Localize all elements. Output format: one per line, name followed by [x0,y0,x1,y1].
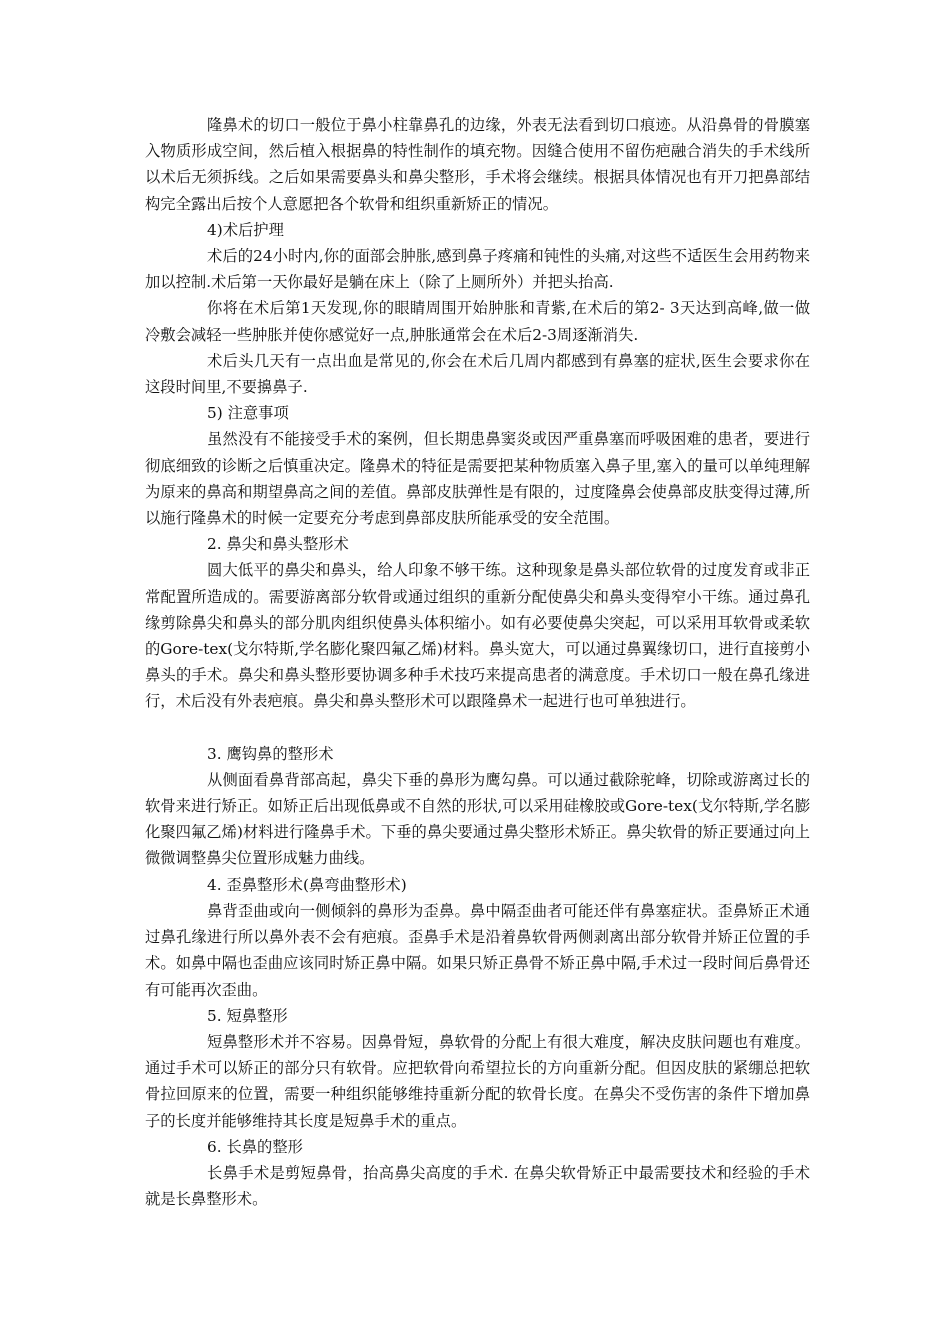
paragraph-incision: 隆鼻术的切口一般位于鼻小柱靠鼻孔的边缘，外表无法看到切口痕迹。从沿鼻骨的骨膜塞入物质形成空间，然后植入根据鼻的特性制作的填充物。因缝合使用不留伤疤融合消失的手术线所以术后无须拆线。之后如果需要鼻头和鼻尖整形，手术将会继续。根据具体情况也有开刀把鼻部结构完全露出后按个人意愿把各个软骨和组织重新矫正的情况。 [145,116,810,213]
paragraph-crooked-nose: 鼻背歪曲或向一侧倾斜的鼻形为歪鼻。鼻中隔歪曲者可能还伴有鼻塞症状。歪鼻矫正术通过鼻孔缘进行所以鼻外表不会有疤痕。歪鼻手术是沿着鼻软骨两侧剥离出部分软骨并矫正位置的手术。如鼻中隔也歪曲应该同时矫正鼻中隔。如果只矫正鼻骨不矫正鼻中隔,手术过一段时间后鼻骨还有可能再次歪曲。 [145,901,810,999]
paragraph-notes: 虽然没有不能接受手术的案例，但长期患鼻窦炎或因严重鼻塞而呼吸困难的患者，要进行彻底细致的诊断之后慎重决定。隆鼻术的特征是需要把某种物质塞入鼻子里,塞入的量可以单纯理解为原来的鼻高和期望鼻高之间的差值。鼻部皮肤弹性是有限的，过度隆鼻会使鼻部皮肤变得过薄,所以施行隆鼻术的时候一定要充分考虑到鼻部皮肤所能承受的安全范围。 [145,430,810,528]
heading-short-nose: 5. 短鼻整形 [207,1006,288,1025]
paragraph-postop-24h: 术后的24小时内,你的面部会肿胀,感到鼻子疼痛和钝性的头痛,对这些不适医生会用药物来加以控制.术后第一天你最好是躺在床上（除了上厕所外）并把头抬高. [145,247,810,292]
paragraph-long-nose: 长鼻手术是剪短鼻骨，抬高鼻尖高度的手术. 在鼻尖软骨矫正中最需要技术和经验的手术就是长鼻整形术。 [145,1163,810,1209]
heading-notes: 5) 注意事项 [207,404,289,423]
heading-long-nose: 6. 长鼻的整形 [207,1137,303,1156]
heading-tip-surgery: 2. 鼻尖和鼻头整形术 [207,535,349,554]
paragraph-tip-surgery: 圆大低平的鼻尖和鼻头，给人印象不够干练。这种现象是鼻头部位软骨的过度发育或非正常配置所造成的。需要游离部分软骨或通过组织的重新分配使鼻尖和鼻头变得窄小干练。通过鼻孔缘剪除鼻尖和鼻头的部分肌肉组织使鼻头体积缩小。如有必要使鼻尖突起，可以采用耳软骨或柔软的Gore-tex(戈尔特斯,学名膨化聚四氟乙烯)材料。鼻头宽大，可以通过鼻翼缘切口，进行直接剪小鼻头的手术。鼻尖和鼻头整形要协调多种手术技巧来提高患者的满意度。手术切口一般在鼻孔缘进行，术后没有外表疤痕。鼻尖和鼻头整形术可以跟隆鼻术一起进行也可单独进行。 [145,561,810,711]
paragraph-postop-swelling: 你将在术后第1天发现,你的眼睛周围开始肿胀和青紫,在术后的第2- 3天达到高峰,做一做冷敷会减轻一些肿胀并使你感觉好一点,肿胀通常会在术后2-3周逐渐消失. [145,299,810,344]
blank-line [145,715,810,741]
paragraph-hook-nose: 从侧面看鼻背部高起，鼻尖下垂的鼻形为鹰勾鼻。可以通过截除驼峰，切除或游离过长的软骨来进行矫正。如矫正后出现低鼻或不自然的形状,可以采用硅橡胶或Gore-tex(戈尔特斯,学名膨化聚四氟乙烯)材料进行隆鼻手术。下垂的鼻尖要通过鼻尖整形术矫正。鼻尖软骨的矫正要通过向上微微调整鼻尖位置形成魅力曲线。 [145,770,810,868]
paragraph-short-nose: 短鼻整形术并不容易。因鼻骨短，鼻软骨的分配上有很大难度，解决皮肤问题也有难度。通过手术可以矫正的部分只有软骨。应把软骨向希望拉长的方向重新分配。但因皮肤的紧绷总把软骨拉回原来的位置，需要一种组织能够维持重新分配的软骨长度。在鼻尖不受伤害的条件下增加鼻子的长度并能够维持其长度是短鼻手术的重点。 [145,1032,810,1130]
heading-postop-care: 4)术后护理 [207,220,284,239]
heading-hook-nose: 3. 鹰钩鼻的整形术 [207,744,334,763]
heading-crooked-nose: 4. 歪鼻整形术(鼻弯曲整形术) [207,875,407,894]
paragraph-postop-bleeding: 术后头几天有一点出血是常见的,你会在术后几周内都感到有鼻塞的症状,医生会要求你在这段时间里,不要擤鼻子. [145,351,810,397]
document-body [145,112,810,1212]
